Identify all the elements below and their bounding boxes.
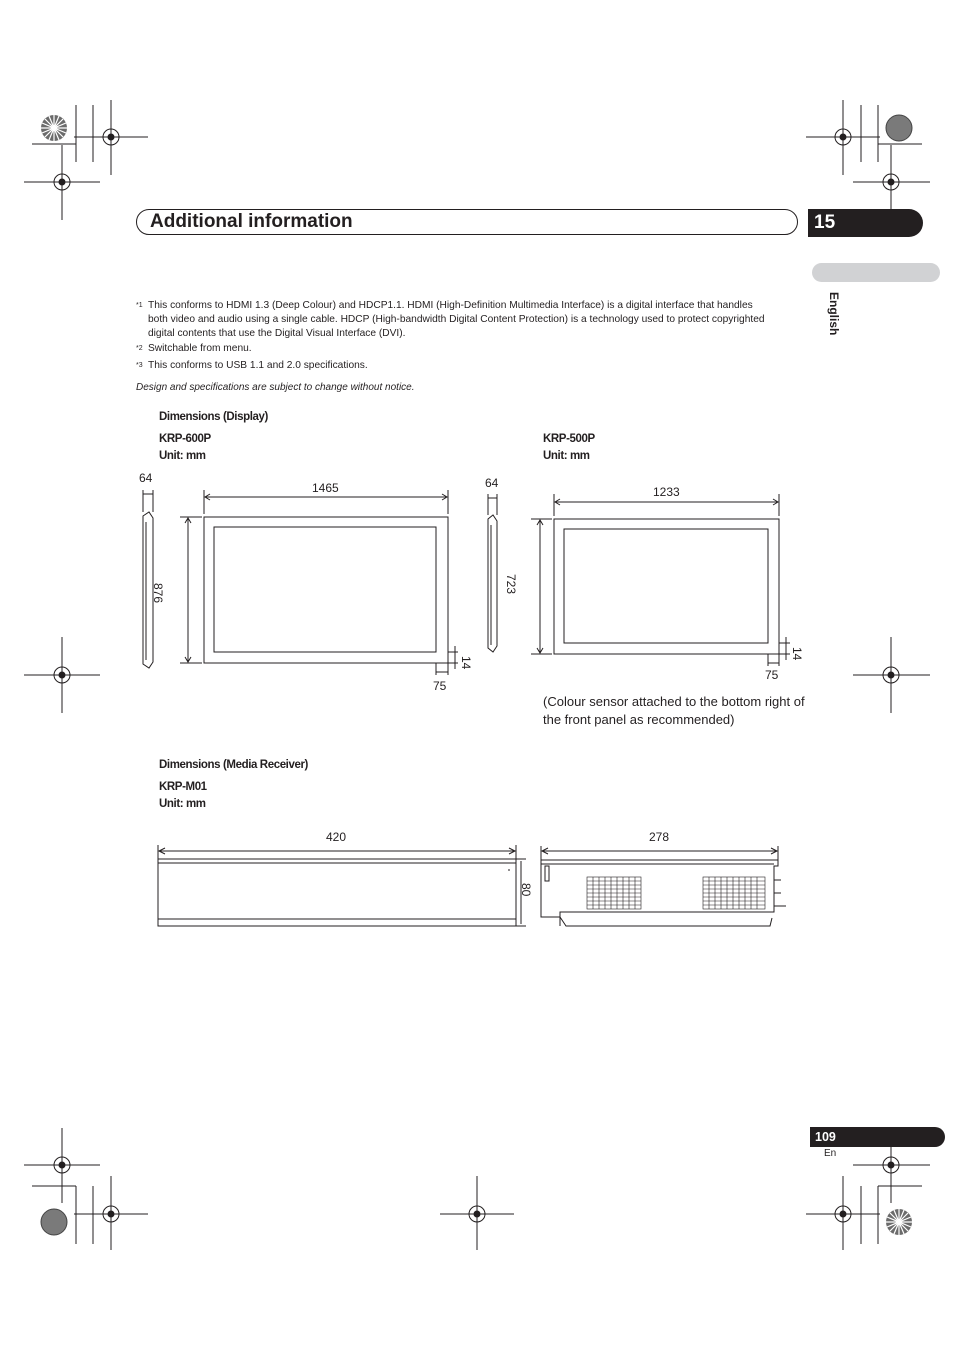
footnote-text-line: both video and audio using a single cable. HDCP (High-bandwidth Digital Content Protection) is a technology used to protect copyrighted: [148, 314, 765, 325]
dim-krpm01-width: 420: [326, 830, 347, 844]
footnote-text: Switchable from menu.: [148, 343, 252, 354]
disclaimer: Design and specifications are subject to change without notice.: [136, 382, 415, 393]
dim-krp600p-left-depth: 64: [139, 471, 153, 485]
unit-label-krpm01: Unit: mm: [159, 798, 206, 810]
page-title: Additional information: [150, 211, 353, 232]
vent-grille-right: [703, 877, 765, 909]
section-heading-media-receiver: Dimensions (Media Receiver): [159, 759, 308, 771]
footnote-text: This conforms to HDMI 1.3 (Deep Colour) and HDCP1.1. HDMI (High-Definition Multimedia Interface) is a digital interface that handles: [148, 300, 753, 311]
dim-krp600p-right-depth: 64: [485, 476, 499, 490]
dim-krp600p-sensor-offset: 75: [433, 679, 447, 693]
dim-krp500p-bezel: 14: [790, 647, 804, 661]
footnote-mark: *1: [136, 302, 143, 309]
dim-krp600p-height: 876: [151, 583, 165, 604]
unit-label-krp600p: Unit: mm: [159, 450, 206, 462]
page-number: 109: [815, 1130, 836, 1144]
language-tab-label: English: [827, 292, 841, 336]
chapter-number: 15: [814, 212, 836, 233]
model-name-krp500p: KRP-500P: [543, 433, 595, 445]
footnote-mark: *3: [136, 362, 143, 369]
dim-krp500p-height: 723: [504, 574, 518, 595]
colour-sensor-note: (Colour sensor attached to the bottom right of the front panel as recommended): [543, 694, 805, 727]
vent-grille-left: [587, 877, 641, 909]
dim-krp500p-sensor-offset: 75: [765, 668, 779, 682]
dim-krp500p-width: 1233: [653, 485, 680, 499]
footnote-text-line: digital contents that use the Digital Visual Interface (DVI).: [148, 328, 406, 339]
section-heading-display: Dimensions (Display): [159, 411, 268, 423]
footnote-mark: *2: [136, 345, 143, 352]
page-language-code: En: [824, 1148, 837, 1159]
dim-krp600p-width: 1465: [312, 481, 339, 495]
model-name-krpm01: KRP-M01: [159, 781, 207, 793]
dim-krp600p-bezel: 14: [459, 656, 473, 670]
unit-label-krp500p: Unit: mm: [543, 450, 590, 462]
dim-krpm01-depth: 278: [649, 830, 670, 844]
footnote-text: This conforms to USB 1.1 and 2.0 specifications.: [148, 360, 368, 371]
model-name-krp600p: KRP-600P: [159, 433, 211, 445]
dim-krpm01-height: 80: [519, 883, 533, 897]
